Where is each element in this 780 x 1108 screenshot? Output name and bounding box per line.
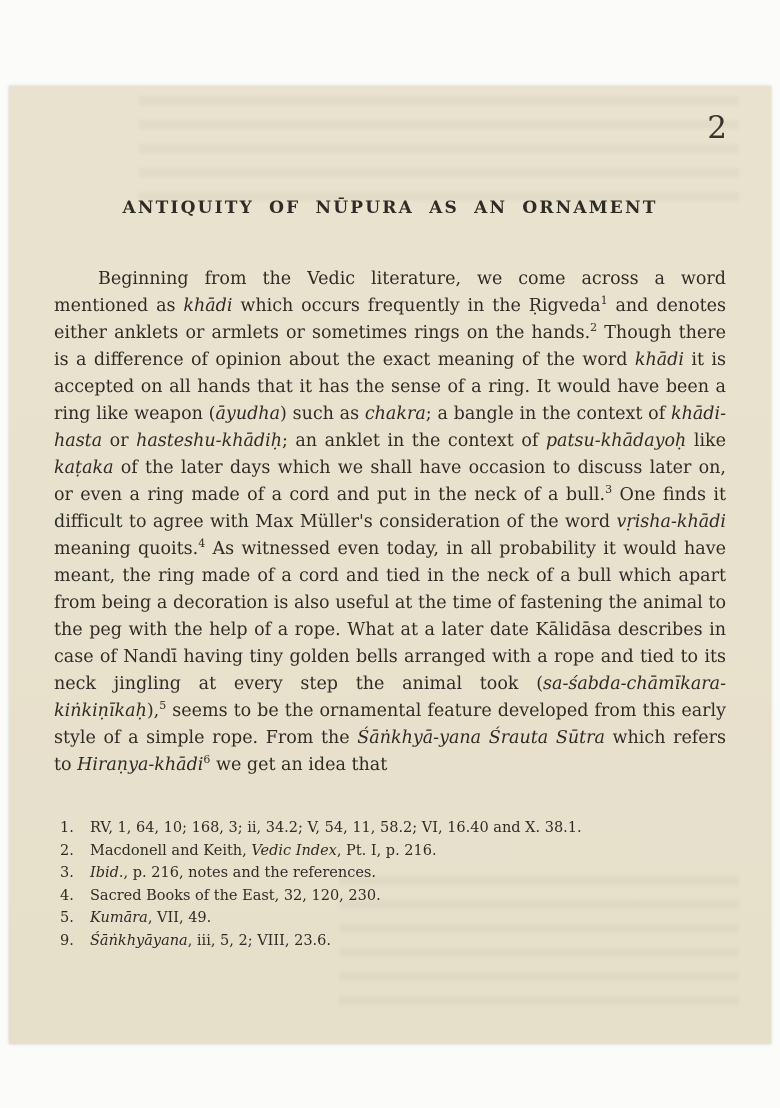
text-run: ),: [146, 701, 160, 721]
footnote-item: [60, 840, 726, 863]
italic-text-run: sa-śabda-chāmīkara-kiṅkiṇīkaḥ: [54, 674, 726, 721]
italic-text-run: Ibid.: [90, 865, 124, 881]
text-run: seems to be the ornamental feature developed from this early style of a simple rope. From the: [54, 701, 726, 748]
italic-text-run: Vedic Index: [251, 842, 337, 859]
text-run: ; a bangle in the context of: [425, 404, 671, 424]
italic-text-run: khādi: [183, 296, 233, 316]
text-run: like: [686, 431, 727, 451]
text-run: which occurs frequently in the Ṛigveda: [232, 296, 601, 316]
footnote-text: [90, 907, 726, 930]
footnote-text: [90, 817, 726, 840]
text-run: ; an anklet in the context of: [281, 431, 546, 451]
italic-text-run: vṛisha-khādi: [616, 512, 726, 532]
text-run: , p. 216, notes and the references.: [123, 865, 376, 881]
footnote-item: [60, 930, 726, 953]
footnote-number: 2.: [60, 842, 74, 859]
italic-text-run: hasteshu-khādiḥ: [136, 431, 282, 451]
italic-text-run: patsu-khādayoḥ: [545, 431, 687, 451]
book-page: [9, 86, 771, 1044]
footnote-item: [60, 907, 726, 930]
text-run: meaning quoits.: [54, 539, 199, 559]
italic-text-run: Śāṅkhyāyana: [90, 932, 188, 949]
footnote-text: [90, 840, 726, 863]
footnote-number: 3.: [60, 865, 74, 881]
footnotes-section: [54, 817, 726, 952]
italic-text-run: āyudha: [215, 404, 280, 424]
page-number: 2: [707, 110, 727, 146]
text-run: Beginning from the Vedic literature, we come across a word mentioned as: [54, 269, 726, 316]
page-content: [9, 86, 771, 952]
italic-text-run: khādi-hasta: [54, 404, 726, 451]
text-run: or: [102, 431, 137, 451]
italic-text-run: Kumāra: [90, 910, 148, 926]
footnote-number: 9.: [60, 932, 74, 949]
footnote-marker: 5: [159, 699, 167, 713]
text-run: RV, 1, 64, 10; 168, 3; ii, 34.2; V, 54, 11, 58.2; VI, 16.40 and X. 38.1.: [90, 820, 582, 836]
footnote-text: [90, 930, 726, 953]
footnote-number: 4.: [60, 887, 74, 904]
footnote-marker: 2: [590, 321, 598, 335]
text-run: which refers to: [54, 728, 726, 775]
text-run: of the later days which we shall have occasion to discuss later on, or even a ring made of a cord and put in the neck of a bull.: [54, 458, 726, 505]
italic-text-run: khādi: [634, 350, 684, 370]
footnote-text: [90, 862, 726, 885]
text-run: One finds it difficult to agree with Max Müller's consideration of the word: [54, 485, 726, 532]
body-paragraph: [54, 266, 726, 779]
text-run: and denotes either anklets or armlets or sometimes rings on the hands.: [54, 296, 726, 343]
footnote-marker: 3: [605, 483, 613, 497]
footnote-text: [90, 885, 726, 908]
text-run: Macdonell and Keith,: [90, 842, 252, 859]
footnote-marker: 1: [600, 294, 608, 308]
footnote-number: 5.: [60, 910, 74, 926]
text-run: , Pt. I, p. 216.: [336, 842, 437, 859]
text-run: Sacred Books of the East, 32, 120, 230.: [90, 887, 381, 904]
text-run: As witnessed even today, in all probability it would have meant, the ring made of a cord and tied in the neck of a bull which apart from being a decoration is also useful at the time of fastening the animal to the peg with the help of a rope. What at a later date Kālidāsa describes in case of Nandī having tiny golden bells arranged with a rope and tied to its neck jingling at every step the animal took (: [54, 539, 726, 694]
italic-text-run: kaṭaka: [54, 458, 114, 478]
footnote-item: [60, 862, 726, 885]
text-run: , iii, 5, 2; VIII, 23.6.: [187, 932, 331, 949]
italic-text-run: Hiraṇya-khādi: [77, 755, 204, 775]
italic-text-run: chakra: [364, 404, 426, 424]
text-run: , VII, 49.: [147, 910, 212, 926]
italic-text-run: Śāṅkhyā-yana Śrauta Sūtra: [357, 728, 605, 748]
footnote-marker: 6: [203, 753, 211, 767]
footnote-item: [60, 817, 726, 840]
text-run: Though there is a difference of opinion about the exact meaning of the word: [54, 323, 726, 370]
footnote-number: 1.: [60, 820, 74, 836]
text-run: it is accepted on all hands that it has the sense of a ring. It would have been a ring like weapon (: [54, 350, 726, 424]
text-run: ) such as: [280, 404, 365, 424]
footnote-marker: 4: [198, 537, 206, 551]
footnote-item: [60, 885, 726, 908]
chapter-title: ANTIQUITY OF NŪPURA AS AN ORNAMENT: [122, 198, 658, 218]
text-run: we get an idea that: [210, 755, 388, 775]
